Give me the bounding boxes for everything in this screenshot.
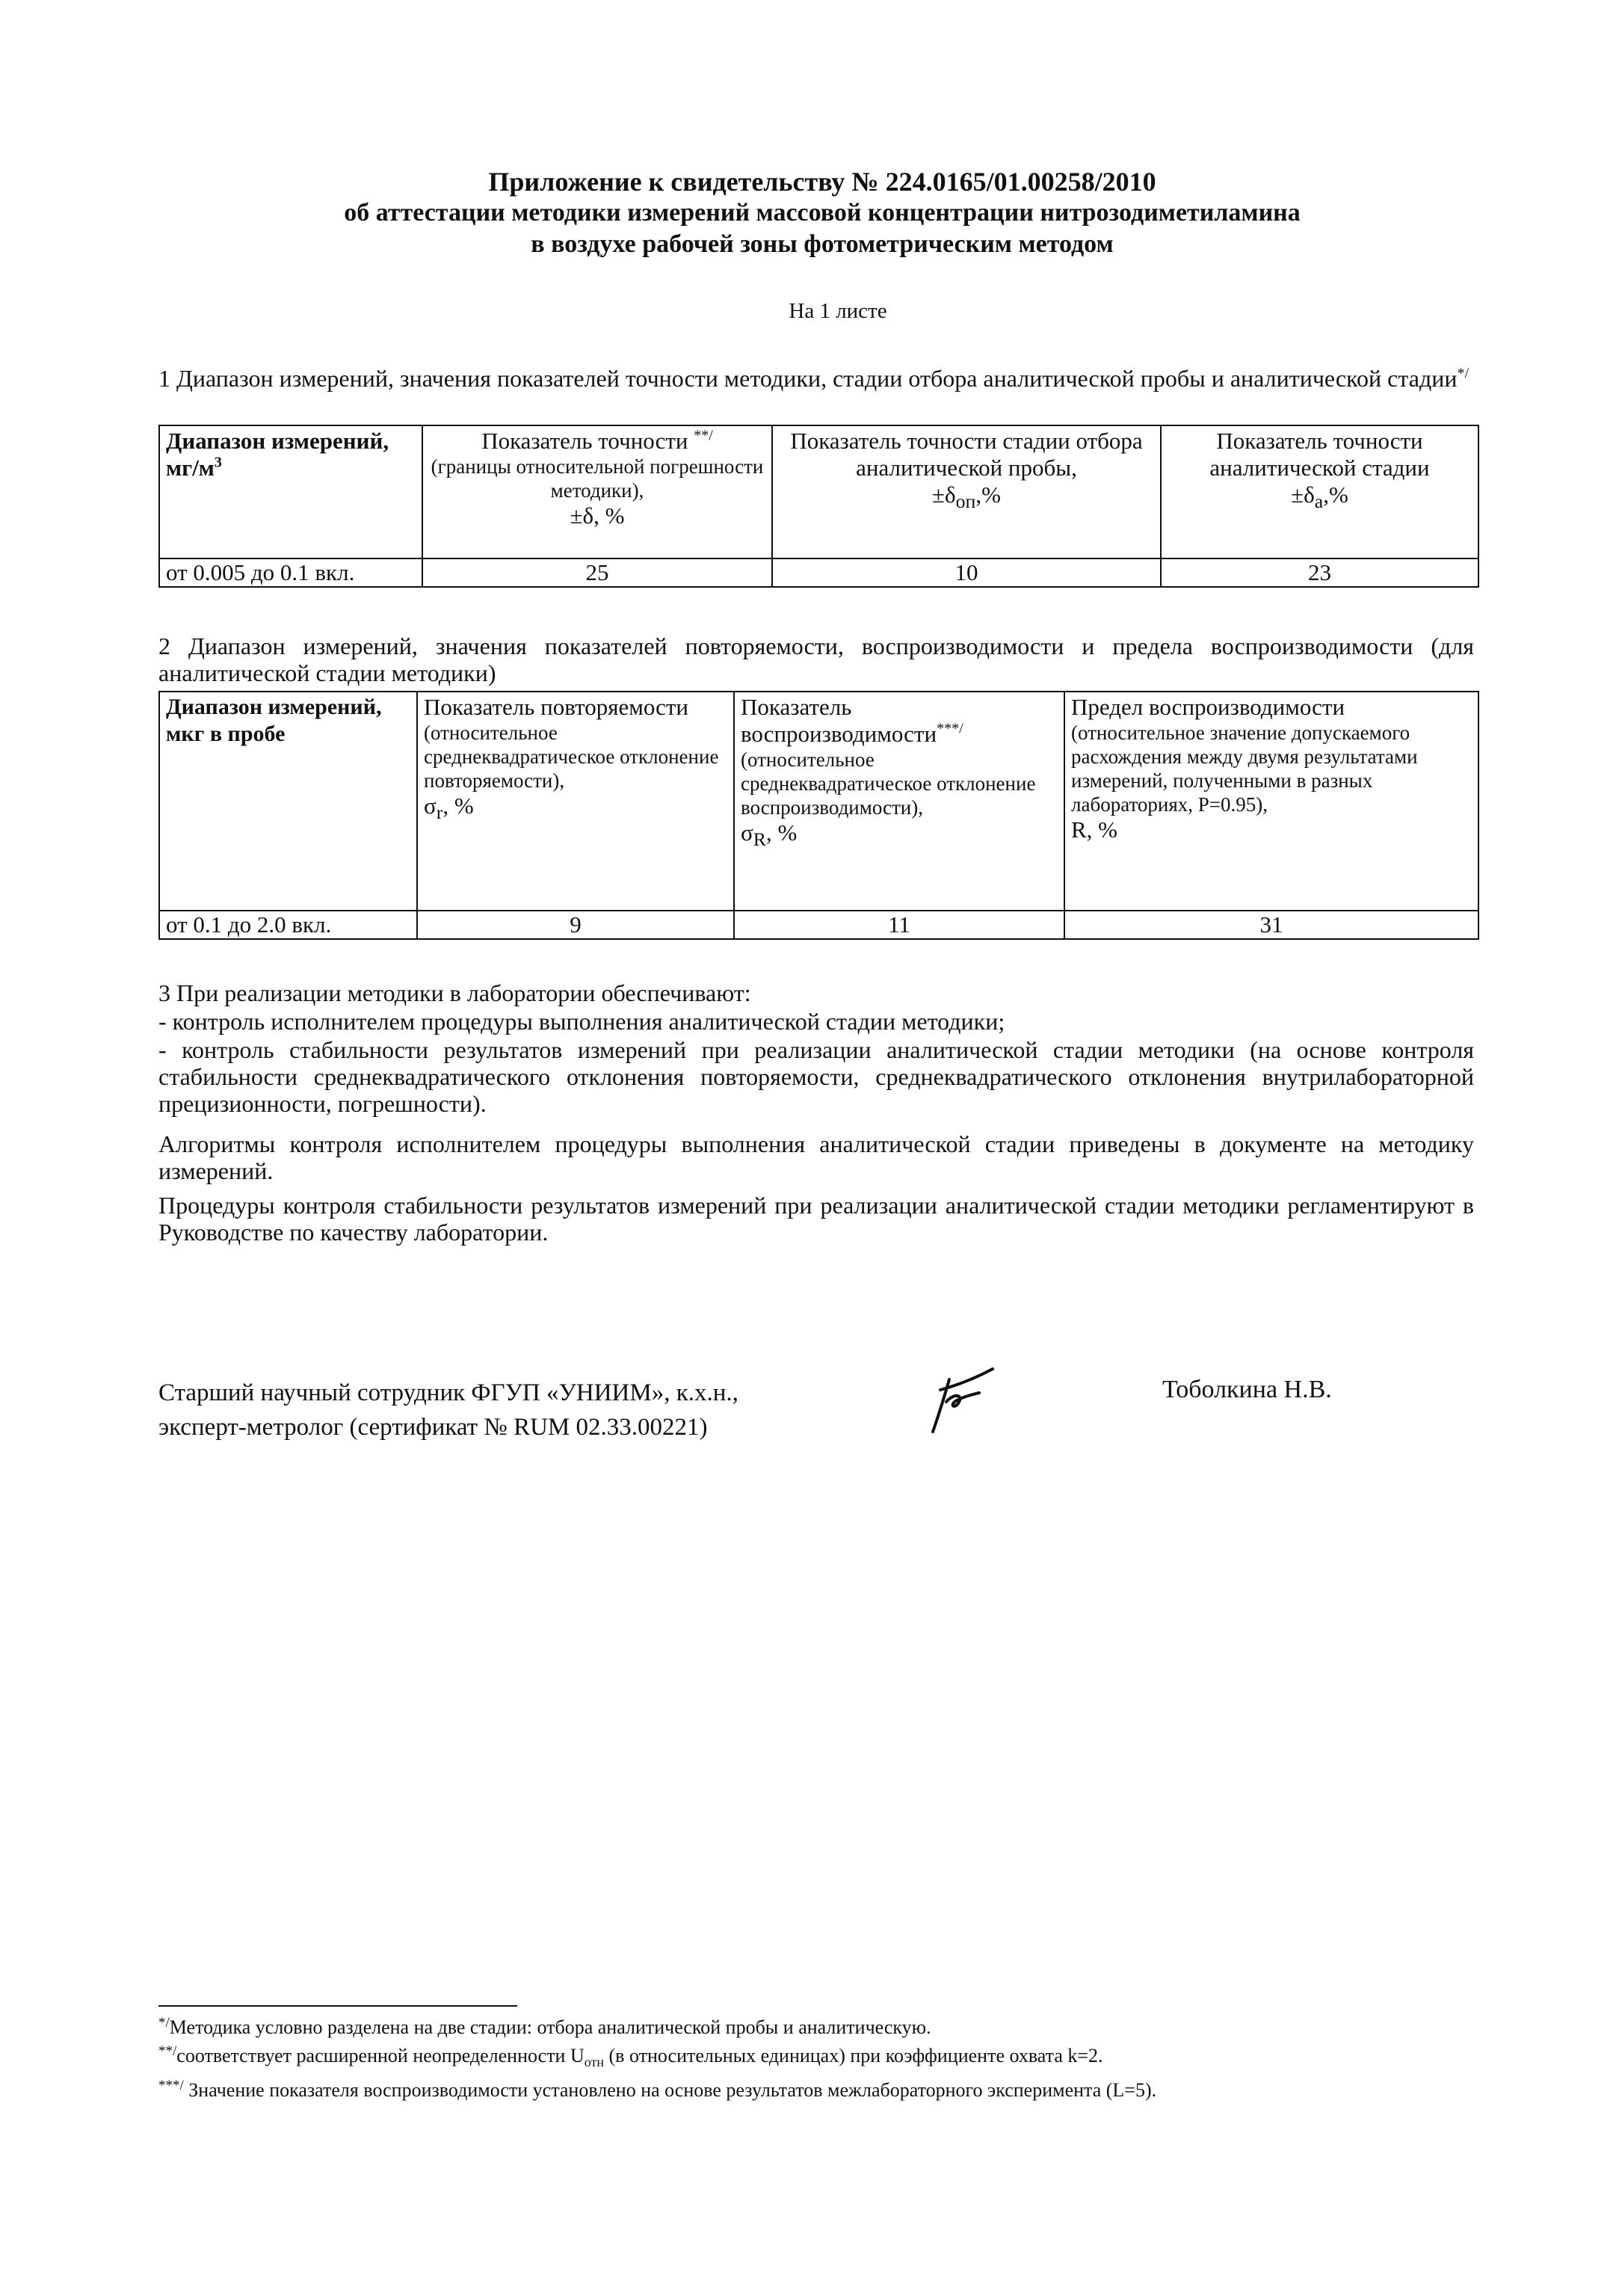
- sheet-count-wrap: [0, 299, 1616, 324]
- table-cell: 9: [417, 911, 734, 939]
- section-1-intro: [158, 365, 1474, 392]
- signatory-line-2: эксперт-метролог (сертификат № RUM 02.33.00221): [158, 1414, 708, 1441]
- header-title: Приложение к свидетельству № 224.0165/01.00258/2010: [488, 167, 1156, 197]
- header-reproducibility: Показатель воспроизводимости***/ (относительное среднеквадратическое отклонение воспроизводимости), $\sigma_R$, %: [734, 692, 1064, 911]
- section-3-p2: - контроль исполнителем процедуры выполнения аналитической стадии методики;: [158, 1008, 1005, 1035]
- table-cell: 23: [1161, 558, 1478, 587]
- handwritten-signature: [904, 1357, 1009, 1439]
- table-cell: 10: [772, 558, 1161, 587]
- header-method-accuracy: Показатель точности **/ (границы относительной погрешности методики), ±δ, %: [422, 425, 772, 558]
- table-row: [159, 911, 1478, 939]
- repeatability-table: [158, 691, 1479, 940]
- signatory-line-1: Старший научный сотрудник ФГУП «УНИИМ», к.х.н.,: [158, 1379, 738, 1406]
- footnote-3: ***/ Значение показателя воспроизводимости установлено на основе результатов межлабораторного эксперимента (L=5).: [158, 2078, 1157, 2102]
- table-cell: от 0.1 до 2.0 вкл.: [159, 911, 417, 939]
- section-2-intro: 2 Диапазон измерений, значения показателей повторяемости, воспроизводимости и предела воспроизводимости (для аналитической стадии методики): [158, 633, 1474, 686]
- footnote-divider: [158, 2005, 517, 2007]
- header-subtitle-line-2: об аттестации методики измерений массовой концентрации нитрозодиметиламина: [344, 199, 1301, 227]
- footnote-2: **/соответствует расширенной неопределенности $U_{отн}$ (в относительных единицах) при коэффициенте охвата k=2.: [158, 2043, 1103, 2070]
- header-reproducibility-limit: Предел воспроизводимости (относительное значение допускаемого расхождения между двумя результатами измерений, полученными в разных лабораториях, Р=0.95), R, %: [1064, 692, 1478, 911]
- header-sampling-accuracy: Показатель точности стадии отбора аналитической пробы, $\pm\delta_{оп},\%$: [772, 425, 1161, 558]
- footnote-marker-1: */: [1457, 365, 1469, 382]
- header-subtitle-line-3: в воздухе рабочей зоны фотометрическим методом: [531, 230, 1114, 258]
- section-3-p4: Алгоритмы контроля исполнителем процедуры выполнения аналитической стадии приведены в документе на методику измерений.: [158, 1130, 1474, 1184]
- signatory-name: Тоболкина Н.В.: [1162, 1376, 1332, 1403]
- accuracy-table: [158, 425, 1479, 588]
- table-cell: 25: [422, 558, 772, 587]
- table-cell: 31: [1064, 911, 1478, 939]
- footnotes: [158, 2011, 1463, 2102]
- accuracy-table-header: [159, 425, 1478, 558]
- section-3-p5: Процедуры контроля стабильности результатов измерений при реализации аналитической стадии методики регламентируют в Руководстве по качеству лаборатории.: [158, 1192, 1474, 1246]
- header-analytical-accuracy: Показатель точности аналитической стадии $\pm\delta_а,\%$: [1161, 425, 1478, 558]
- table-cell: от 0.005 до 0.1 вкл.: [159, 558, 422, 587]
- section-3-p1: 3 При реализации методики в лаборатории обеспечивают:: [158, 979, 751, 1006]
- signatory-title: [158, 1376, 738, 1444]
- repeatability-table-header: [159, 692, 1478, 911]
- sheet-count: На 1 листе: [789, 299, 887, 323]
- header-range-mcg: Диапазон измерений, мкг в пробе: [159, 692, 417, 911]
- table-row: [159, 558, 1478, 587]
- section-1-text: 1 Диапазон измерений, значения показателей точности методики, стадии отбора аналитической пробы и аналитической стадии: [158, 365, 1458, 392]
- header-range-mg: Диапазон измерений, $мг/м^3$: [159, 425, 422, 558]
- footnote-1: */Методика условно разделена на две стадии: отбора аналитической пробы и аналитическую.: [158, 2015, 931, 2038]
- table-cell: 11: [734, 911, 1064, 939]
- header-repeatability: Показатель повторяемости (относительное среднеквадратическое отклонение повторяемости), $\sigma_r$, %: [417, 692, 734, 911]
- document-header: [149, 166, 1495, 260]
- section-3-p3: - контроль стабильности результатов измерений при реализации аналитической стадии методики (на основе контроля стабильности среднеквадратического отклонения повторяемости, среднеквадратического отклонения внутрилабораторной прецизионности, погрешности).: [158, 1036, 1474, 1117]
